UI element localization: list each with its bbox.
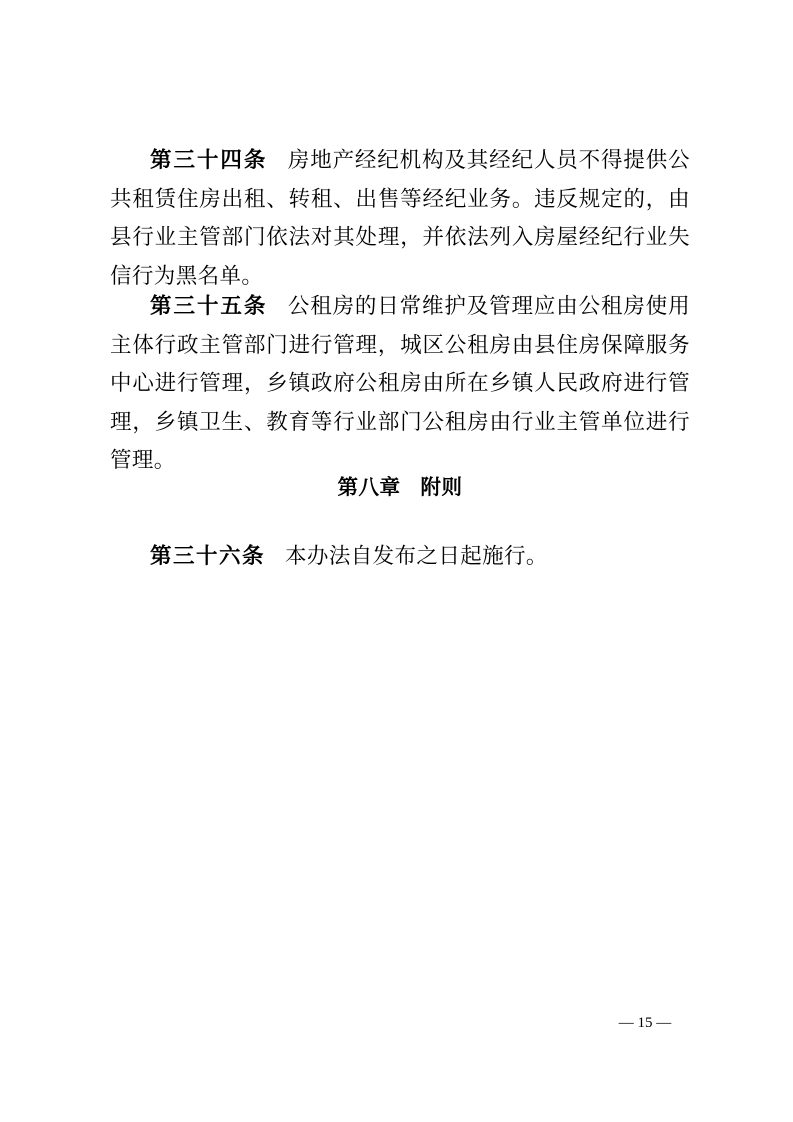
article-35-text: 公租房的日常维护及管理应由公租房使用主体行政主管部门进行管理，城区公租房由县住房保障服务中心进行管理，乡镇政府公租房由所在乡镇人民政府进行管理，乡镇卫生、教育等行业部门公租房由行业主管单位进行管理。	[110, 294, 690, 474]
article-35	[110, 288, 690, 481]
article-35-label: 第三十五条	[150, 294, 268, 319]
article-36-text: 本办法自发布之日起施行。	[285, 544, 548, 569]
article-34-text: 房地产经纪机构及其经纪人员不得提供公共租赁住房出租、转租、出售等经纪业务。违反规定的，由县行业主管部门依法对其处理，并依法列入房屋经纪行业失信行为黑名单。	[110, 148, 690, 289]
chapter-title: 附则	[420, 475, 463, 499]
article-34-label: 第三十四条	[150, 148, 268, 173]
article-34	[110, 142, 690, 296]
chapter-heading	[110, 470, 690, 500]
page-number: — 15 —	[618, 1015, 672, 1031]
article-36-label: 第三十六条	[150, 544, 266, 569]
article-36	[110, 538, 690, 577]
chapter-number: 第八章	[337, 475, 401, 499]
